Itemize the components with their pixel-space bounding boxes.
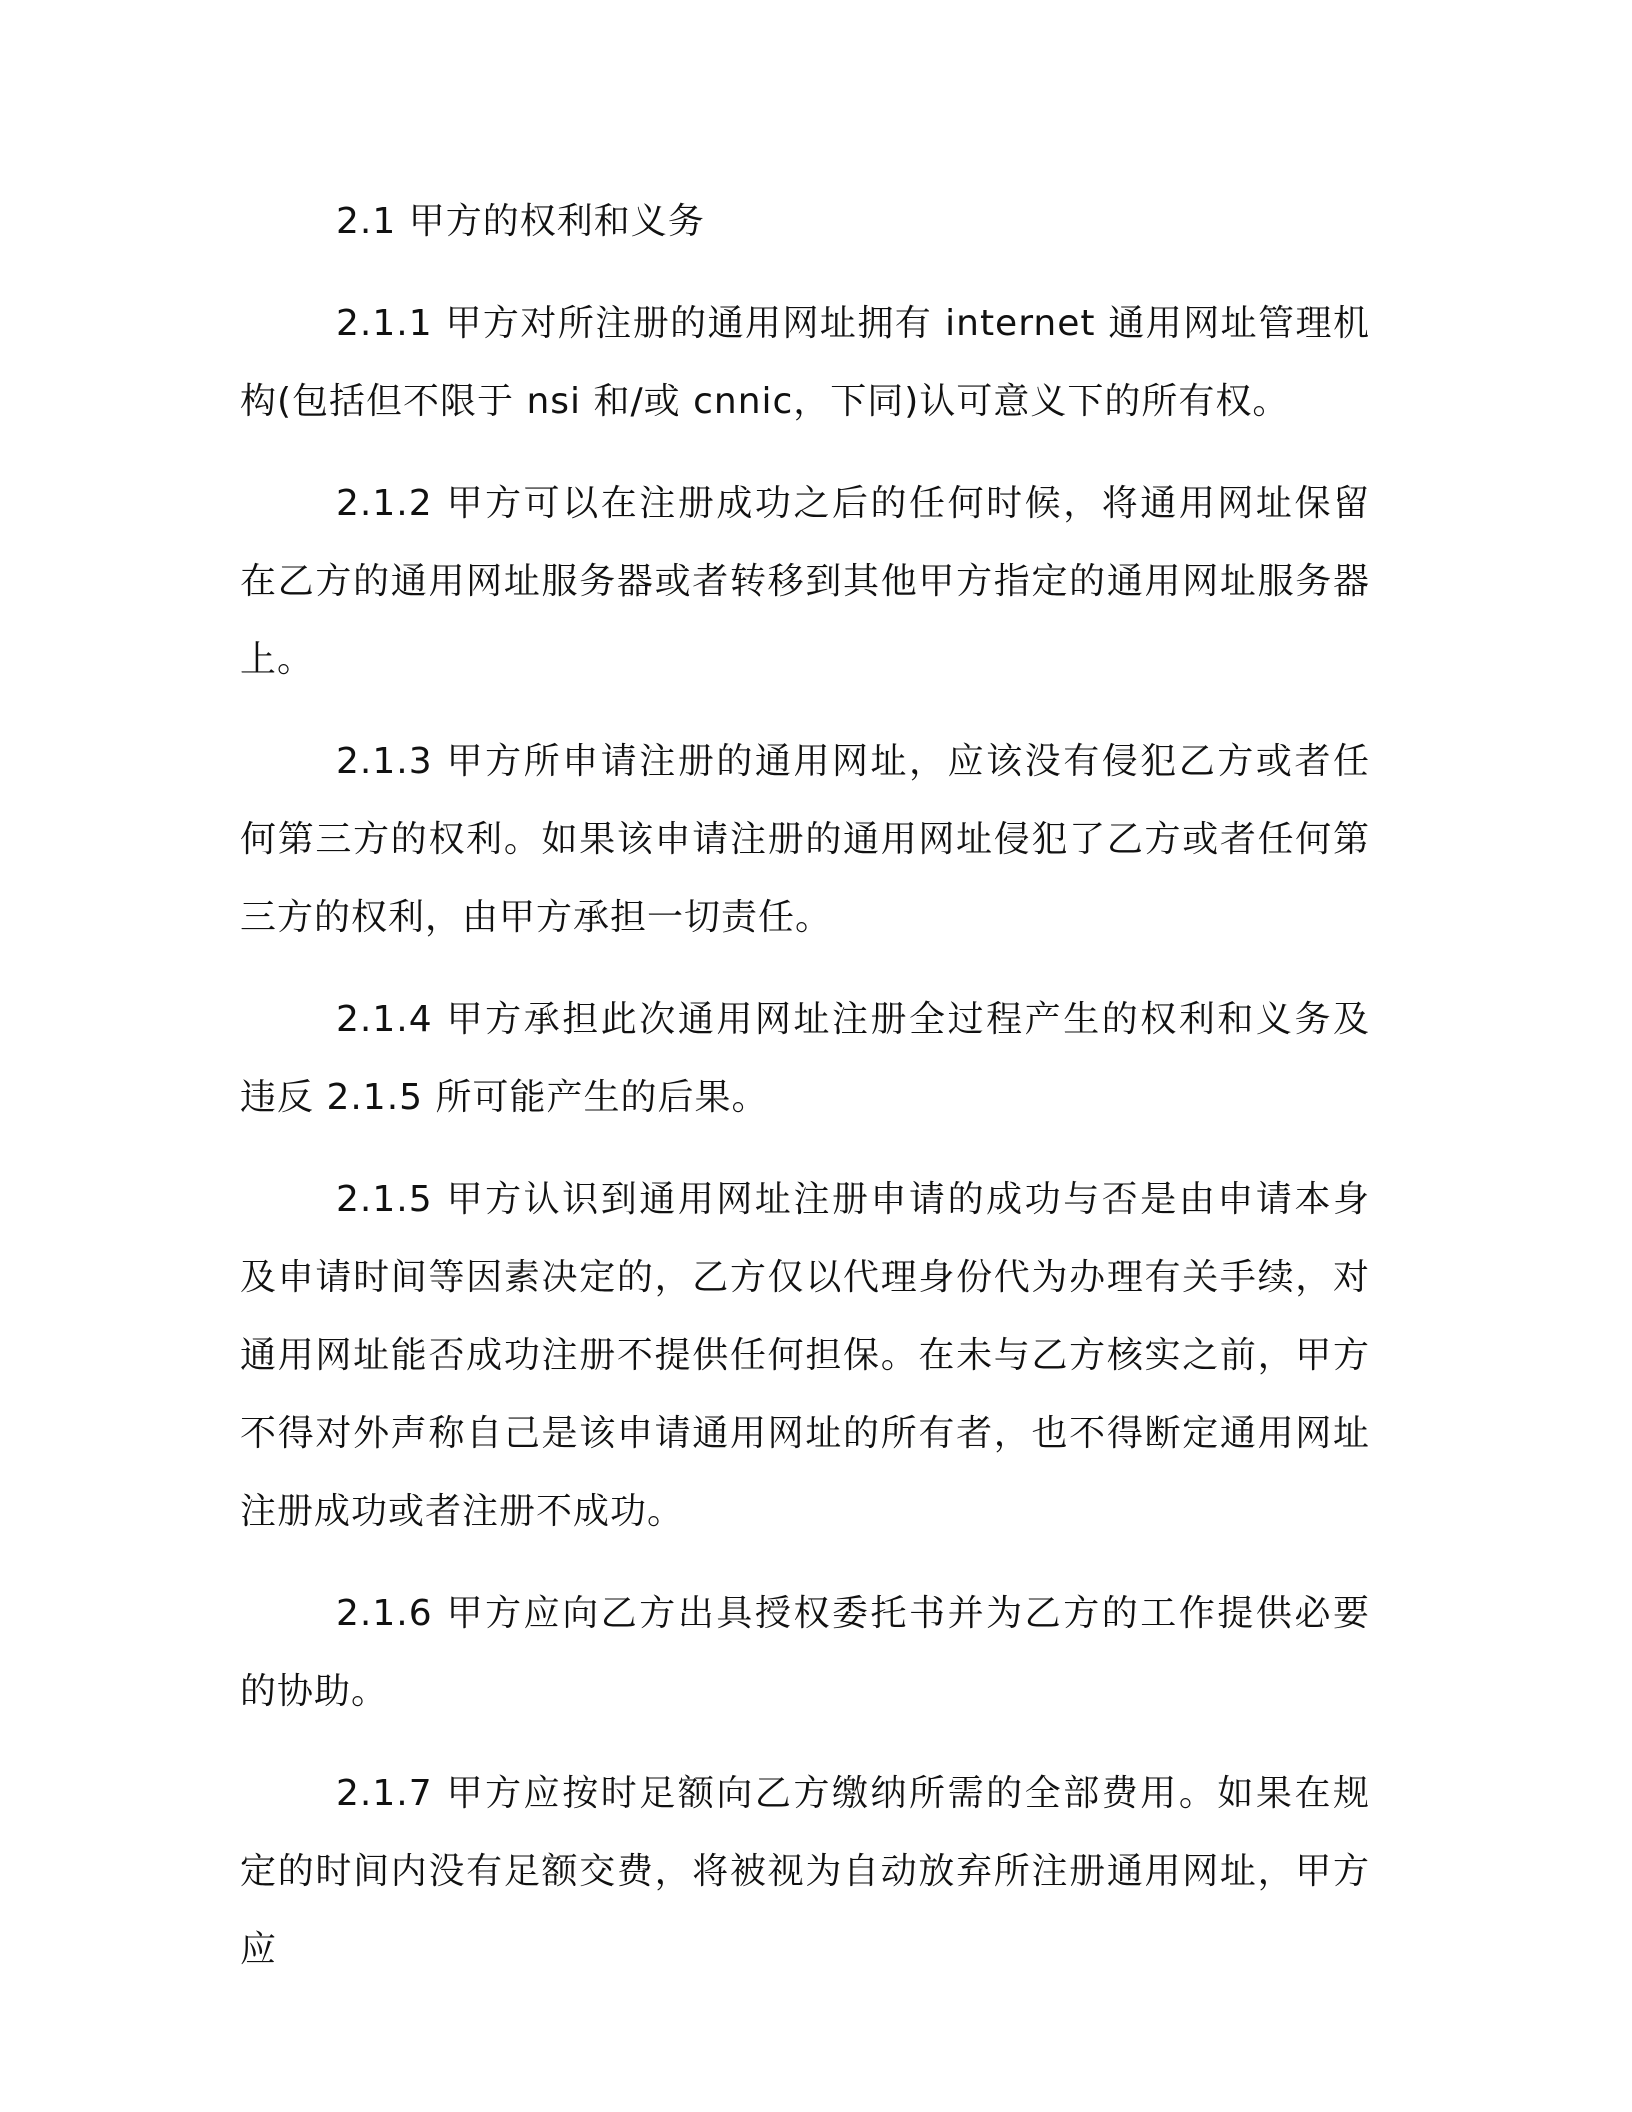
clause-2-1-1: 2.1.1 甲方对所注册的通用网址拥有 internet 通用网址管理机构(包括但不限于 nsi 和/或 cnnic，下同)认可意义下的所有权。	[240, 303, 1370, 422]
clause-2-1-5: 2.1.5 甲方认识到通用网址注册申请的成功与否是由申请本身及申请时间等因素决定的，乙方仅以代理身份代为办理有关手续，对通用网址能否成功注册不提供任何担保。在未与乙方核实之前，甲方不得对外声称自己是该申请通用网址的所有者，也不得断定通用网址注册成功或者注册不成功。	[240, 1179, 1370, 1532]
clause-2-1-2: 2.1.2 甲方可以在注册成功之后的任何时候，将通用网址保留在乙方的通用网址服务器或者转移到其他甲方指定的通用网址服务器上。	[240, 483, 1370, 680]
clause-2-1-7: 2.1.7 甲方应按时足额向乙方缴纳所需的全部费用。如果在规定的时间内没有足额交费，将被视为自动放弃所注册通用网址，甲方应	[240, 1773, 1370, 1970]
clause-2-1-3: 2.1.3 甲方所申请注册的通用网址，应该没有侵犯乙方或者任何第三方的权利。如果该申请注册的通用网址侵犯了乙方或者任何第三方的权利，由甲方承担一切责任。	[240, 741, 1370, 938]
clause-2-1-4: 2.1.4 甲方承担此次通用网址注册全过程产生的权利和义务及违反 2.1.5 所可能产生的后果。	[240, 999, 1370, 1118]
clause-2-1-6: 2.1.6 甲方应向乙方出具授权委托书并为乙方的工作提供必要的协助。	[240, 1593, 1370, 1712]
document-body	[240, 183, 1370, 2013]
section-heading: 2.1 甲方的权利和义务	[336, 201, 705, 242]
